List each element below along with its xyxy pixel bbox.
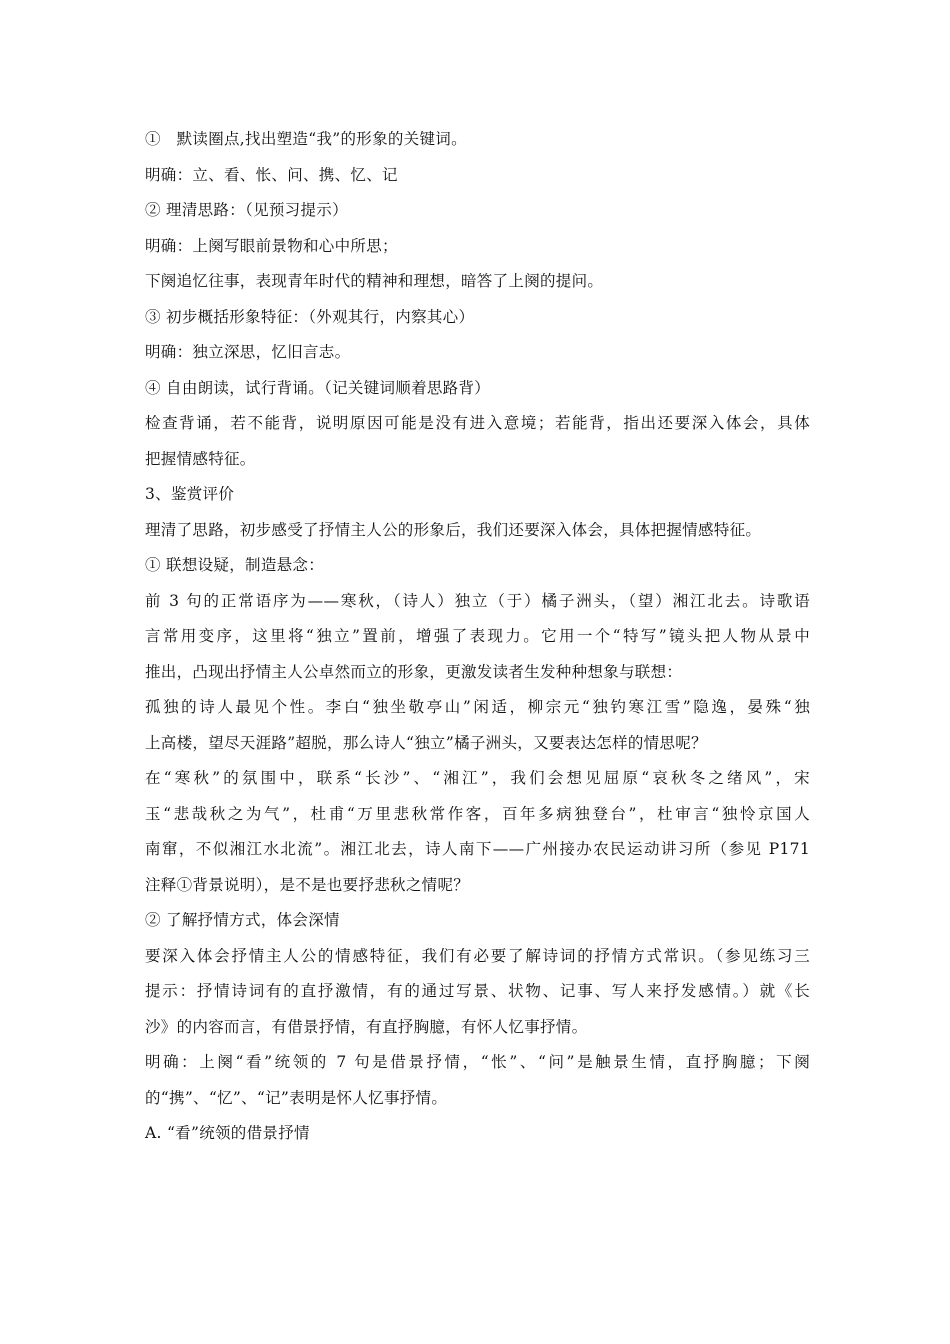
text-line: 把握情感特征。 bbox=[145, 449, 256, 468]
text-line: 明确：上阕写眼前景物和心中所思； bbox=[145, 236, 398, 255]
section-heading: 3、鉴赏评价 bbox=[145, 485, 235, 503]
text-line: 在“寒秋”的氛围中，联系“长沙”、“湘江”，我们会想见屈原“哀秋冬之绪风”，宋 bbox=[145, 769, 810, 787]
text-line: 明确：独立深思，忆旧言志。 bbox=[145, 343, 351, 361]
subsection-heading: A. “看”统领的借景抒情 bbox=[145, 1124, 310, 1142]
text-line: 前 3 句的正常语序为——寒秋，（诗人）独立（于）橘子洲头，（望）湘江北去。诗歌语 bbox=[145, 591, 810, 610]
text-line: 下阕追忆往事，表现青年时代的精神和理想，暗答了上阕的提问。 bbox=[145, 272, 604, 290]
text-line: 明确：立、看、怅、问、携、忆、记 bbox=[145, 165, 398, 184]
text-line: ① 默读圈点,找出塑造“我”的形象的关键词。 bbox=[145, 130, 467, 148]
text-line: 理清了思路，初步感受了抒情主人公的形象后，我们还要深入体会，具体把握情感特征。 bbox=[145, 520, 762, 539]
text-line: 上高楼，望尽天涯路”超脱，那么诗人“独立”橘子洲头，又要表达怎样的情思呢？ bbox=[145, 733, 707, 752]
text-line: ② 了解抒情方式，体会深情 bbox=[145, 911, 340, 929]
text-line: 检查背诵，若不能背，说明原因可能是没有进入意境；若能背，指出还要深入体会，具体 bbox=[145, 414, 810, 432]
text-line: ② 理清思路：（见预习提示） bbox=[145, 201, 348, 219]
text-line: 玉“悲哉秋之为气”，杜甫“万里悲秋常作客，百年多病独登台”，杜审言“独怜京国人 bbox=[145, 804, 810, 823]
text-line: ① 联想设疑，制造悬念： bbox=[145, 556, 325, 574]
text-line: 要深入体会抒情主人公的情感特征，我们有必要了解诗词的抒情方式常识。（参见练习三 bbox=[145, 946, 810, 965]
text-line: 言常用变序，这里将“独立”置前，增强了表现力。它用一个“特写”镜头把人物从景中 bbox=[145, 627, 810, 645]
text-line: ③ 初步概括形象特征：（外观其行，内察其心） bbox=[145, 307, 475, 326]
text-line: 孤独的诗人最见个性。李白“独坐敬亭山”闲适，柳宗元“独钓寒江雪”隐逸，晏殊“独 bbox=[145, 698, 810, 716]
text-line: 的“携”、“忆”、“记”表明是怀人忆事抒情。 bbox=[145, 1088, 448, 1107]
text-line: 注释①背景说明），是不是也要抒悲秋之情呢？ bbox=[145, 875, 470, 894]
text-line: 南窜，不似湘江水北流”。湘江北去，诗人南下——广州接办农民运动讲习所（参见 P171 bbox=[145, 840, 810, 858]
text-line: 明确：上阕“看”统领的 7 句是借景抒情，“怅”、“问”是触景生情，直抒胸臆；下阕 bbox=[145, 1053, 810, 1071]
text-line: 提示：抒情诗词有的直抒激情，有的通过写景、状物、记事、写人来抒发感情。）就《长 bbox=[145, 982, 810, 1000]
document-body bbox=[145, 122, 810, 1152]
text-line: 推出，凸现出抒情主人公卓然而立的形象，更激发读者生发种种想象与联想： bbox=[145, 662, 683, 681]
text-line: 沙》的内容而言，有借景抒情，有直抒胸臆，有怀人忆事抒情。 bbox=[145, 1017, 588, 1036]
text-line: ④ 自由朗读，试行背诵。（记关键词顺着思路背） bbox=[145, 378, 491, 397]
